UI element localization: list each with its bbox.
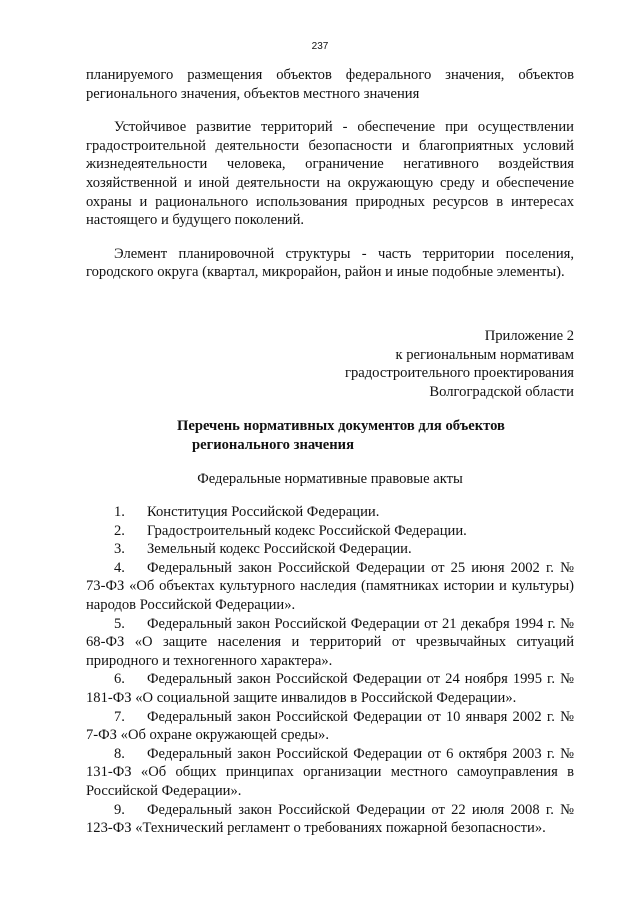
- list-item: 8. Федеральный закон Российской Федерации от 6 октября 2003 г. № 131-ФЗ «Об общих принципах организации местного самоуправления в Российской Федерации».: [86, 745, 574, 799]
- paragraph-sustainable-development: Устойчивое развитие территорий - обеспечение при осуществлении градостроительной деятельности безопасности и благоприятных условий жизнедеятельности человека, ограничение негативного воздействия хозяйственной и иной деятельности на окружающую среду и обеспечение охраны и рационального использования природных ресурсов в интересах настоящего и будущего поколений.: [86, 119, 574, 229]
- list-item: 9. Федеральный закон Российской Федерации от 22 июля 2008 г. № 123-ФЗ «Технический регламент о требованиях пожарной безопасности».: [86, 801, 574, 837]
- document-title-line-2: регионального значения: [192, 436, 354, 453]
- document-title-line-1: Перечень нормативных документов для объектов: [177, 418, 505, 435]
- list-item: 4. Федеральный закон Российской Федерации от 25 июня 2002 г. № 73-ФЗ «Об объектах культурного наследия (памятниках истории и культуры) народов Российской Федерации».: [86, 559, 574, 614]
- regulations-list: [86, 503, 574, 838]
- paragraph-planning-element: Элемент планировочной структуры - часть территории поселения, городского округа (квартал, микрорайон, район и иные подобные элементы).: [86, 245, 574, 281]
- section-subtitle: Федеральные нормативные правовые акты: [197, 470, 463, 487]
- appendix-block: [86, 327, 574, 401]
- list-item: 3. Земельный кодекс Российской Федерации.: [114, 541, 412, 558]
- page-content: [86, 66, 574, 838]
- list-item: 7. Федеральный закон Российской Федерации от 10 января 2002 г. № 7-ФЗ «Об охране окружающей среды».: [86, 708, 574, 744]
- page-number: 237: [311, 41, 329, 52]
- paragraph-continued: планируемого размещения объектов федерального значения, объектов регионального значения, объектов местного значения: [86, 67, 574, 102]
- list-item: 6. Федеральный закон Российской Федерации от 24 ноября 1995 г. № 181-ФЗ «О социальной защите инвалидов в Российской Федерации».: [86, 671, 574, 707]
- appendix-line-1: Приложение 2: [484, 327, 574, 344]
- appendix-line-4: Волгоградской области: [429, 383, 574, 400]
- list-item: 1. Конституция Российской Федерации.: [114, 504, 380, 521]
- appendix-line-2: к региональным нормативам: [395, 346, 574, 363]
- list-item: 5. Федеральный закон Российской Федерации от 21 декабря 1994 г. № 68-ФЗ «О защите населения и территорий от чрезвычайных ситуаций природного и техногенного характера».: [86, 615, 574, 669]
- list-item: 2. Градостроительный кодекс Российской Федерации.: [114, 522, 467, 539]
- appendix-line-3: градостроительного проектирования: [345, 365, 574, 382]
